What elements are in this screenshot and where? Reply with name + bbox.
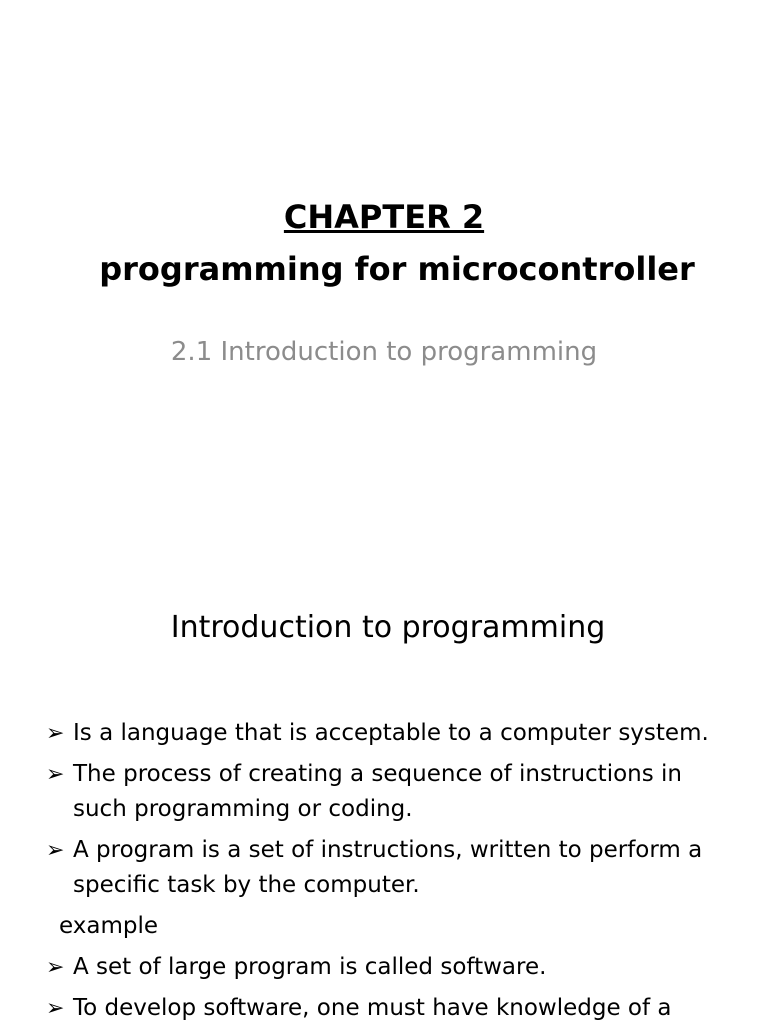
chapter-subtitle: 2.1 Introduction to programming: [170, 337, 598, 367]
chapter-label: CHAPTER 2: [283, 198, 485, 236]
arrow-bullet-icon: ➢: [46, 838, 65, 863]
bullet-item: [46, 716, 736, 751]
content-slide: [0, 576, 768, 1024]
example-label: example: [59, 913, 158, 939]
slide-heading: Introduction to programming: [170, 610, 606, 645]
bullet-text: Is a language that is acceptable to a computer system.: [73, 720, 709, 746]
bullet-item: [46, 950, 736, 985]
bullet-text: To develop software, one must have knowledge of a: [73, 995, 672, 1021]
bullet-item: [46, 833, 736, 903]
arrow-bullet-icon: ➢: [46, 955, 65, 980]
bullet-list: [46, 716, 736, 1024]
arrow-bullet-icon: ➢: [46, 996, 65, 1021]
chapter-title: programming for microcontroller: [99, 250, 695, 288]
bullet-item: [46, 991, 736, 1024]
bullet-text: A set of large program is called software.: [73, 954, 547, 980]
bullet-text: The process of creating a sequence of instructions in such programming or coding.: [73, 761, 682, 822]
arrow-bullet-icon: ➢: [46, 762, 65, 787]
bullet-text: A program is a set of instructions, written to perform a specific task by the computer.: [73, 837, 703, 898]
arrow-bullet-icon: ➢: [46, 721, 65, 746]
bullet-item: [46, 757, 736, 827]
